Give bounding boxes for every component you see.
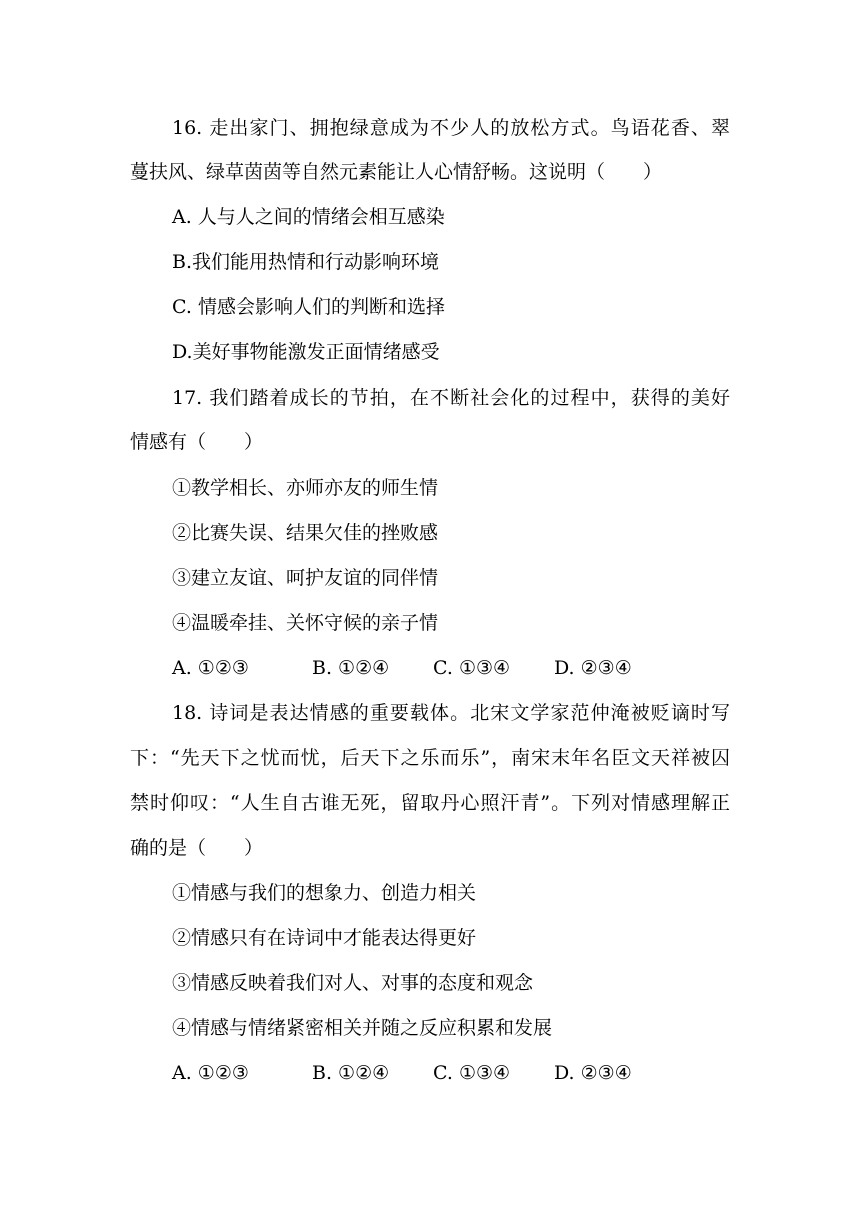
question-17-option-d: D. ②③④: [554, 657, 632, 679]
question-16-line-1: 16. 走出家门、拥抱绿意成为不少人的放松方式。鸟语花香、翠: [172, 117, 730, 139]
question-17-statement-2: ②比赛失误、结果欠佳的挫败感: [172, 522, 439, 544]
question-16-choice-a: A. 人与人之间的情绪会相互感染: [172, 206, 445, 228]
question-17-line-2: 情感有（ ）: [130, 431, 264, 453]
question-17-option-b: B. ①②④: [312, 657, 390, 679]
question-18-statement-2: ②情感只有在诗词中才能表达得更好: [172, 927, 477, 949]
question-18-line-4: 确的是（ ）: [130, 837, 264, 859]
question-16-choice-c: C. 情感会影响人们的判断和选择: [172, 296, 445, 318]
question-18-option-c: C. ①③④: [433, 1062, 511, 1084]
question-17-statement-3: ③建立友谊、呵护友谊的同伴情: [172, 567, 439, 589]
question-18-options: [172, 1059, 732, 1087]
question-18-option-b: B. ①②④: [312, 1062, 390, 1084]
question-18-statement-1: ①情感与我们的想象力、创造力相关: [172, 882, 477, 904]
question-18-line-1: 18. 诗词是表达情感的重要载体。北宋文学家范仲淹被贬谪时写: [172, 702, 730, 724]
question-17-statement-1: ①教学相长、亦师亦友的师生情: [172, 477, 439, 499]
question-17-statement-4: ④温暖牵挂、关怀守候的亲子情: [172, 612, 439, 634]
question-16-line-2: 蔓扶风、绿草茵茵等自然元素能让人心情舒畅。这说明（ ）: [130, 161, 663, 183]
question-17-line-1: 17. 我们踏着成长的节拍，在不断社会化的过程中，获得的美好: [172, 387, 730, 409]
question-17-options: [172, 654, 732, 682]
question-18-line-3: 禁时仰叹：“人生自古谁无死，留取丹心照汗青”。下列对情感理解正: [130, 792, 730, 814]
question-16-choice-b: B.我们能用热情和行动影响环境: [172, 251, 440, 273]
question-18-line-2: 下：“先天下之忧而忧，后天下之乐而乐”，南宋末年名臣文天祥被囚: [130, 747, 730, 769]
question-17-option-c: C. ①③④: [433, 657, 511, 679]
question-17-option-a: A. ①②③: [172, 657, 249, 679]
question-18-option-a: A. ①②③: [172, 1062, 249, 1084]
question-18-statement-3: ③情感反映着我们对人、对事的态度和观念: [172, 972, 534, 994]
question-18-statement-4: ④情感与情绪紧密相关并随之反应积累和发展: [172, 1017, 553, 1039]
question-18-option-d: D. ②③④: [554, 1062, 632, 1084]
question-16-choice-d: D.美好事物能激发正面情绪感受: [172, 341, 440, 363]
